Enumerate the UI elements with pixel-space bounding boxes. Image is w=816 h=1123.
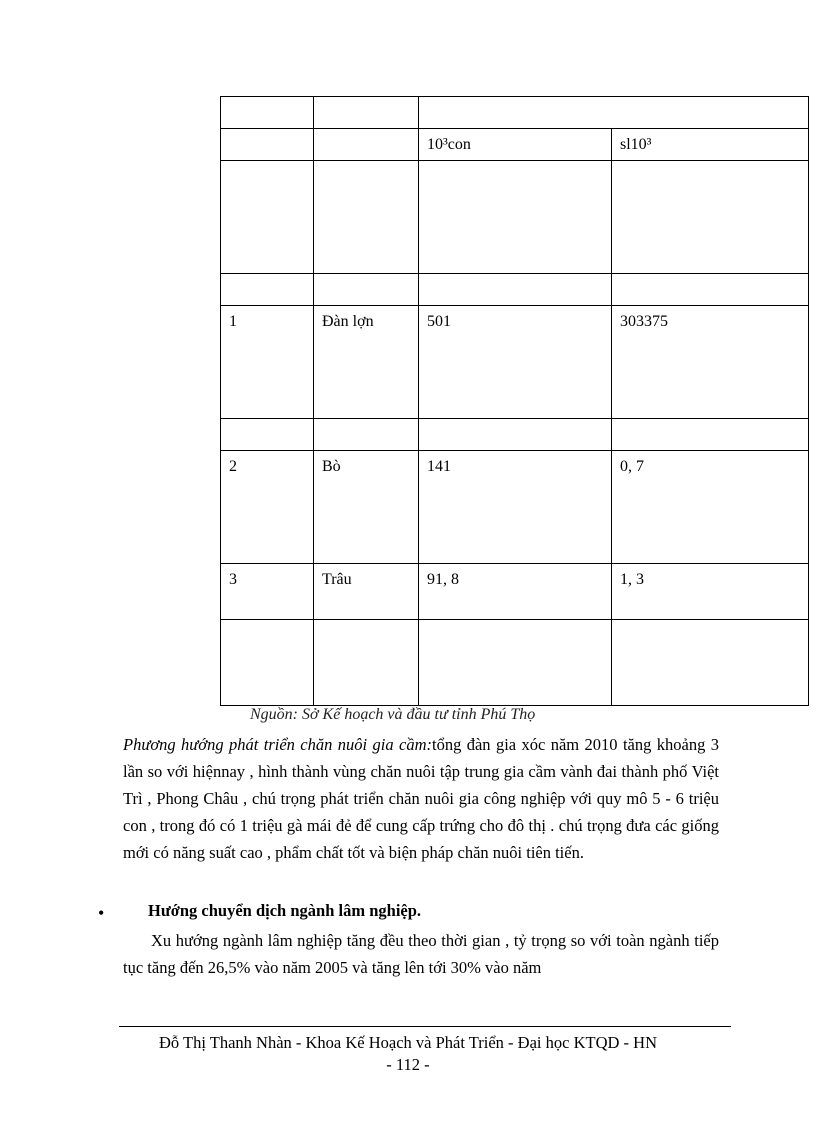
- table-cell: [314, 161, 419, 274]
- table-cell: [612, 274, 809, 306]
- poultry-paragraph: [123, 731, 719, 866]
- table-cell: [612, 161, 809, 274]
- table-cell: 141: [419, 451, 612, 564]
- table-cell: [314, 274, 419, 306]
- livestock-table: [220, 96, 809, 706]
- table-cell: 2: [221, 451, 314, 564]
- table-row: [221, 620, 809, 706]
- table-row: [221, 129, 809, 161]
- table-cell: Bò: [314, 451, 419, 564]
- table-cell: 303375: [612, 306, 809, 419]
- table-cell: [221, 129, 314, 161]
- table-cell: [419, 161, 612, 274]
- table-cell: 91, 8: [419, 564, 612, 620]
- table-cell: 0, 7: [612, 451, 809, 564]
- source-note: Nguồn: Sở Kế hoạch và đầu tư tỉnh Phú Thọ: [250, 706, 536, 723]
- table-row: [221, 564, 809, 620]
- table-cell: [419, 274, 612, 306]
- table-cell: [419, 620, 612, 706]
- table-cell: [221, 274, 314, 306]
- table-cell: [419, 419, 612, 451]
- forestry-paragraph: Xu hướng ngành lâm nghiệp tăng đều theo thời gian , tỷ trọng so với toàn ngành tiếp tục tăng đến 26,5% vào năm 2005 và tăng lên tới 30% vào năm: [123, 931, 719, 977]
- table-row: [221, 97, 809, 129]
- table-cell: 501: [419, 306, 612, 419]
- paragraph-lead: Phương hướng phát triển chăn nuôi gia cầm:: [123, 735, 432, 754]
- table-cell: [314, 97, 419, 129]
- table-cell: 3: [221, 564, 314, 620]
- table-cell: [612, 419, 809, 451]
- table-cell: 1, 3: [612, 564, 809, 620]
- table-cell: 1: [221, 306, 314, 419]
- table-cell: Đàn lợn: [314, 306, 419, 419]
- unit-header-cell: 10³con: [419, 129, 612, 161]
- table-row: [221, 419, 809, 451]
- table-cell: [314, 620, 419, 706]
- table-cell: [612, 620, 809, 706]
- table-cell: [419, 97, 809, 129]
- table-cell: [221, 419, 314, 451]
- table-cell: Trâu: [314, 564, 419, 620]
- footer-divider: [119, 1026, 731, 1027]
- footer-author-line: Đỗ Thị Thanh Nhàn - Khoa Kế Hoạch và Phát Triển - Đại học KTQD - HN: [159, 1033, 657, 1052]
- page-number: - 112 -: [386, 1055, 430, 1074]
- table-row: [221, 451, 809, 564]
- table-cell: [314, 129, 419, 161]
- unit-header-cell: sl10³: [612, 129, 809, 161]
- table-cell: [221, 97, 314, 129]
- bullet-icon: •: [98, 903, 105, 923]
- table-cell: [221, 620, 314, 706]
- page-footer: [0, 1032, 816, 1076]
- table-row: [221, 274, 809, 306]
- table-cell: [221, 161, 314, 274]
- table-row: [221, 161, 809, 274]
- paragraph-body: tổng đàn gia xóc năm 2010 tăng khoảng 3 lần so với hiệnnay , hình thành vùng chăn nuôi tập trung gia cầm vành đai thành phố Việt Trì , Phong Châu , chú trọng phát triển chăn nuôi gia công nghiệp với quy mô 5 - 6 triệu con , trong đó có 1 triệu gà mái đẻ để cung cấp trứng cho đô thị . chú trọng đưa các giống mới có năng suất cao , phẩm chất tốt và biện pháp chăn nuôi tiên tiến.: [123, 735, 719, 862]
- table-cell: [314, 419, 419, 451]
- table-row: [221, 306, 809, 419]
- section-heading: Hướng chuyển dịch ngành lâm nghiệp.: [148, 901, 422, 920]
